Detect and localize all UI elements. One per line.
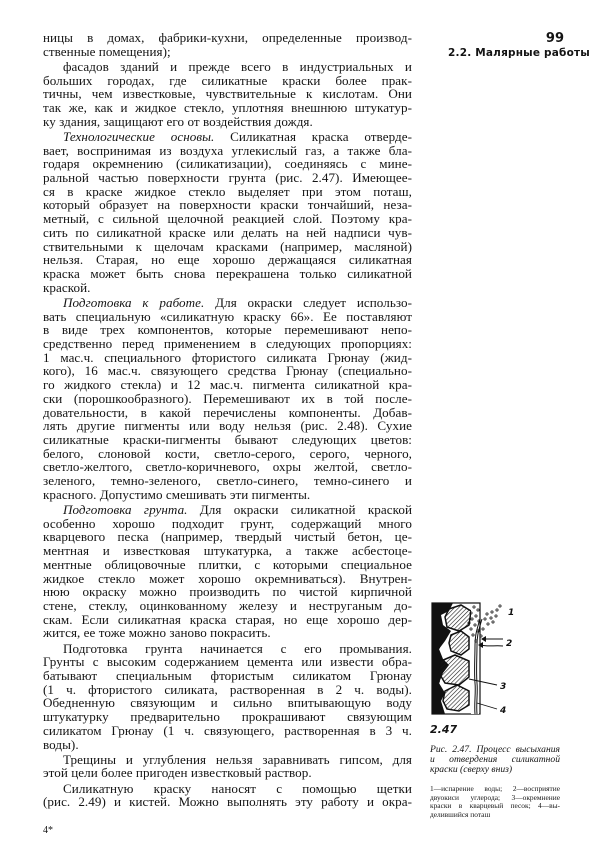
text-line: нюю окраску можно производить по чистой кирпичной [43, 584, 412, 600]
legend-line: двуокиси углерода; 3—окремнение [430, 792, 560, 802]
text-line: красного. Допустимо смешивать эти пигменты. [43, 486, 311, 502]
section-lead-technological-basics: Технологические основы. [63, 128, 215, 144]
text-line: Подготовка к работе. Для окраски следует использо- [63, 294, 412, 310]
text-line: ментная и известковая штукатурка, а также асбестоце- [43, 543, 412, 559]
callout-1: 1 [508, 608, 515, 618]
text-line: этой цели более пригоден известковый раствор. [43, 765, 312, 781]
text-line: метный, с сильной щелочной реакцией слой. Поэтому кра- [43, 211, 412, 227]
text-line: светло-желтого, светло-коричневого, охры желтой, светло- [43, 459, 412, 475]
paragraph-2 [43, 60, 412, 129]
text-line: Подготовка грунта. Для окраски силикатной краской [63, 502, 413, 517]
section-lead-preparation-for-work: Подготовка к работе. [63, 294, 205, 310]
text-line: краска может быть снова перекрашена только силикатной [43, 266, 412, 281]
section-lead-ground-preparation: Подготовка грунта. [63, 502, 188, 517]
page-number: 99 [545, 31, 564, 46]
callout-3: 3 [500, 682, 507, 692]
text-line: штукатурку предварительно прокрашивают связующим [43, 709, 412, 725]
text-line: фасадов зданий и прежде всего в индустриальных и [63, 58, 412, 74]
text-line: который образует на поверхности краски тончайший, неза- [43, 197, 412, 213]
figure-2-47-illustration [431, 601, 581, 717]
legend-line: краски в кварцевый песок; 4—вы- [430, 801, 560, 811]
text-line: 1 мас.ч. специального фтористого силиката Грюнау (жид- [43, 349, 412, 365]
text-line: скам. Если силикатная краска старая, но еще хорошо дер- [43, 611, 412, 627]
printer-signature-mark: 4* [43, 825, 53, 836]
text-line: жидкое стекло может хорошо окремниваться). Внутрен- [43, 570, 412, 586]
paragraph-application [43, 782, 412, 809]
text-line: воды). [43, 736, 79, 752]
main-text-column [43, 31, 412, 810]
text-line: батывают специальным фтористым силикатом Грюнау [43, 668, 412, 684]
paragraph-technological-basics [43, 130, 412, 295]
text-line: так же, как и жидкое стекло, уплотняя внешнюю штукатур- [43, 99, 412, 115]
paragraph-ground-preparation [43, 503, 412, 640]
text-line: тичны, чем известковые, чувствительные к кислотам. Они [43, 86, 412, 102]
text-line: ментные облицовочные плитки, с которыми специальное [43, 556, 412, 572]
text-line: сить по силикатной краске или делать на ней надписи чув- [43, 224, 412, 240]
text-line: силикатом Грюнау (1 ч. связующего, растворенная в 3 ч. [43, 722, 412, 738]
text-line: Трещины и углубления нельзя заравнивать гипсом, для [63, 751, 412, 767]
callout-2: 2 [506, 639, 513, 649]
text-line: годаря окремнению (силикатизации), соединяясь с мине- [43, 156, 412, 172]
text-line: вать специальную «силикатную краску 66». Ее поставляют [43, 308, 412, 324]
text-line: особенно хорошо подходит грунт, содержащий много [43, 515, 412, 531]
caption-line: и отвердения силикатной [430, 754, 560, 766]
text-line: го жидкого стекла) и 12 мас.ч. пигмента силикатной кра- [43, 377, 412, 393]
text-line: жится, ее тоже можно заново покрасить. [43, 625, 271, 641]
text-line: ральной частью поверхности грунта (рис. 2.47). Имеющее- [43, 169, 412, 185]
text-line: Обедненную связующим и сильно впитывающую воду [43, 695, 412, 711]
paragraph-ground-washing [43, 642, 412, 752]
text-line: краской. [43, 279, 91, 295]
caption-line: Рис. 2.47. Процесс высыхания [430, 744, 560, 755]
figure-legend [430, 785, 560, 819]
paragraph-cracks [43, 753, 412, 780]
text-line: ски (порошкообразного). Перемешивают их в той после- [43, 390, 412, 406]
text-line: в виде трех компонентов, которые перемешивают непо- [43, 322, 412, 338]
legend-line: 1—испарение воды; 2—восприятие [430, 784, 560, 793]
text-line: ствительными к щелочам красками (например, масляной) [43, 238, 412, 254]
paragraph-preparation-for-work [43, 296, 412, 502]
text-line: вает, воспринимая из воздуха углекислый газ, а также бла- [43, 142, 412, 158]
caption-line: краски (сверху вниз) [430, 764, 513, 776]
text-line: ницы в домах, фабрики-кухни, определенные производ- [43, 30, 412, 45]
text-line: Технологические основы. Силикатная краска отверде- [63, 128, 412, 144]
text-line: (1 ч. фтористого силиката, растворенная в 2 ч. воды). [43, 681, 412, 697]
text-line: (рис. 2.49) и кистей. Можно выполнять эту работу и окра- [43, 794, 412, 810]
paragraph-1 [43, 31, 412, 58]
legend-line: делившийся поташ [430, 809, 491, 819]
text-line: кого), 16 мас.ч. связующего средства Грюнау (специально- [43, 363, 412, 379]
text-line: Подготовка грунта начинается с его промывания. [63, 640, 412, 656]
text-line: больших городах, где силикатные краски более прак- [43, 72, 412, 88]
figure-caption [430, 745, 560, 776]
figure-number: 2.47 [430, 723, 458, 736]
text-line: нельзя. Старая, но еще хорошо держащаяся силикатная [43, 252, 412, 268]
text-line: кварцевого песка (например, твердый чистый бетон, це- [43, 529, 412, 545]
running-head: 2.2. Малярные работы [448, 47, 590, 59]
text-line: ственные помещения); [43, 43, 171, 59]
text-line: средственно перед применением в следующих пропорциях: [43, 335, 412, 351]
text-line: зеленого, темно-зеленого, светло-синего, темно-синего и [43, 473, 412, 489]
text-line: ся в краске жидкое стекло выделяет при этом поташ, [43, 183, 412, 199]
text-line: Грунты с высоким содержанием цемента или извести обра- [43, 654, 412, 670]
text-line: ку здания, защищают его от воздействия дождя. [43, 113, 313, 129]
text-line: силикатные краски-пигменты бывают следующих цветов: [43, 432, 412, 448]
callout-4: 4 [500, 706, 507, 716]
text-line: довательности, в какой перечислены компоненты. Добав- [43, 404, 412, 420]
text-line: стене, стеклу, оцинкованному железу и неструганым до- [43, 598, 412, 614]
text-line: Силикатную краску наносят с помощью щетки [63, 780, 412, 796]
text-line: лять другие пигменты или воду нельзя (рис. 2.48). Сухие [43, 418, 412, 434]
text-line: белого, слоновой кости, светло-серого, серого, черного, [43, 445, 412, 461]
